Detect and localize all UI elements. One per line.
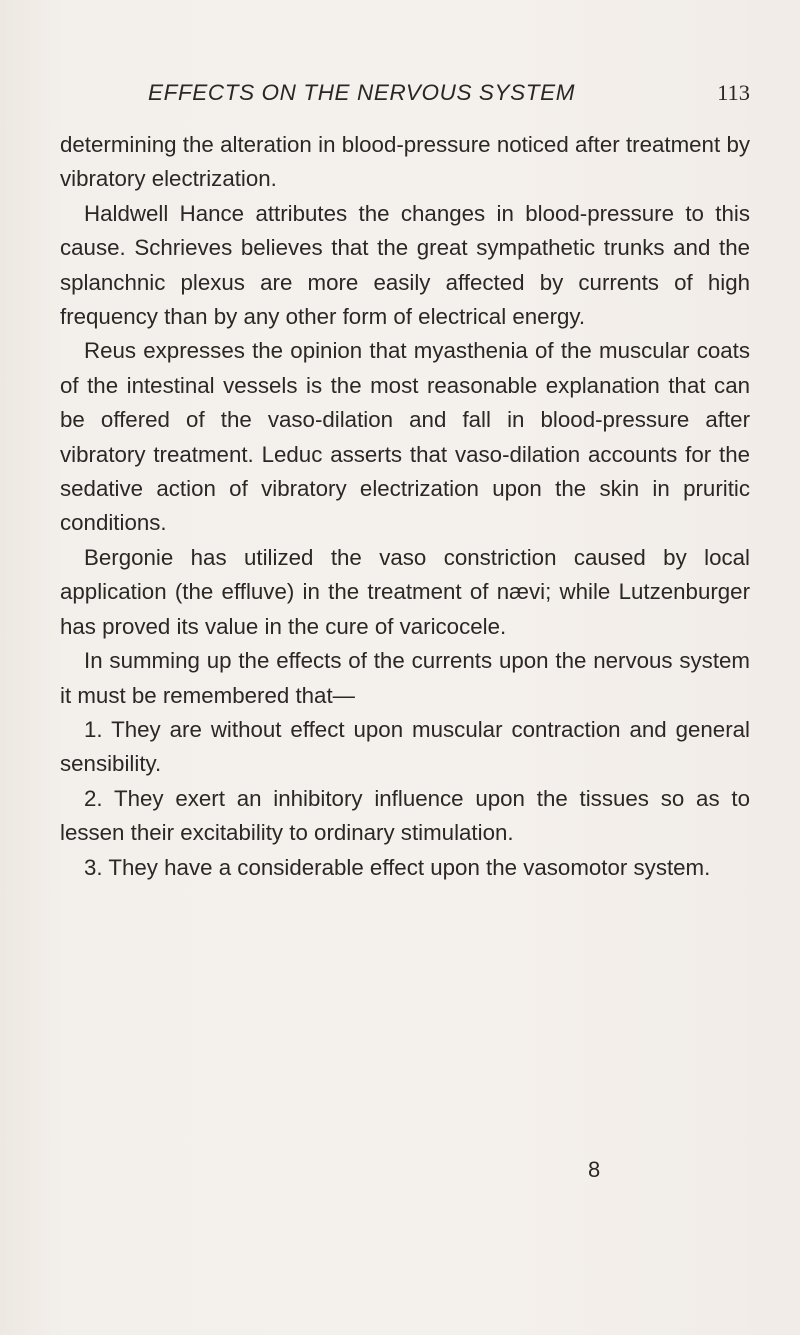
list-item-2: 2. They exert an inhibitory influence upon the tissues so as to lessen their excitability to ordinary stimulation. (60, 785, 750, 846)
paragraph-3: Reus expresses the opinion that myasthenia of the muscular coats of the intestinal vessels is the most reasonable explanation that can be offered of the vaso-dilation and fall in blood-pressure after vibratory treatment. Leduc asserts that vaso-dilation accounts for the sedative action of vibratory electrization upon the skin in pruritic conditions. (60, 338, 750, 536)
list-item-3: 3. They have a considerable effect upon the vasomotor system. (84, 854, 711, 880)
running-title: EFFECTS ON THE NERVOUS SYSTEM (148, 80, 576, 105)
paragraph-5: In summing up the effects of the currents upon the nervous system it must be remembered that— (60, 648, 750, 708)
signature-mark: 8 (588, 1157, 601, 1182)
body-text (60, 128, 750, 885)
page-number: 113 (717, 80, 750, 105)
running-head (60, 80, 750, 116)
list-item-1: 1. They are without effect upon muscular contraction and general sensibility. (60, 716, 750, 777)
paragraph-4: Bergonie has utilized the vaso constriction caused by local application (the effluve) in the treatment of nævi; while Lutzenburger has proved its value in the cure of varicocele. (60, 544, 750, 639)
paragraph-1: determining the alteration in blood-pressure noticed after treatment by vibratory electrization. (60, 132, 750, 192)
paragraph-2: Haldwell Hance attributes the changes in blood-pressure to this cause. Schrieves believes that the great sympathetic trunks and the splanchnic plexus are more easily affected by currents of high frequency than by any other form of electrical energy. (60, 200, 750, 330)
